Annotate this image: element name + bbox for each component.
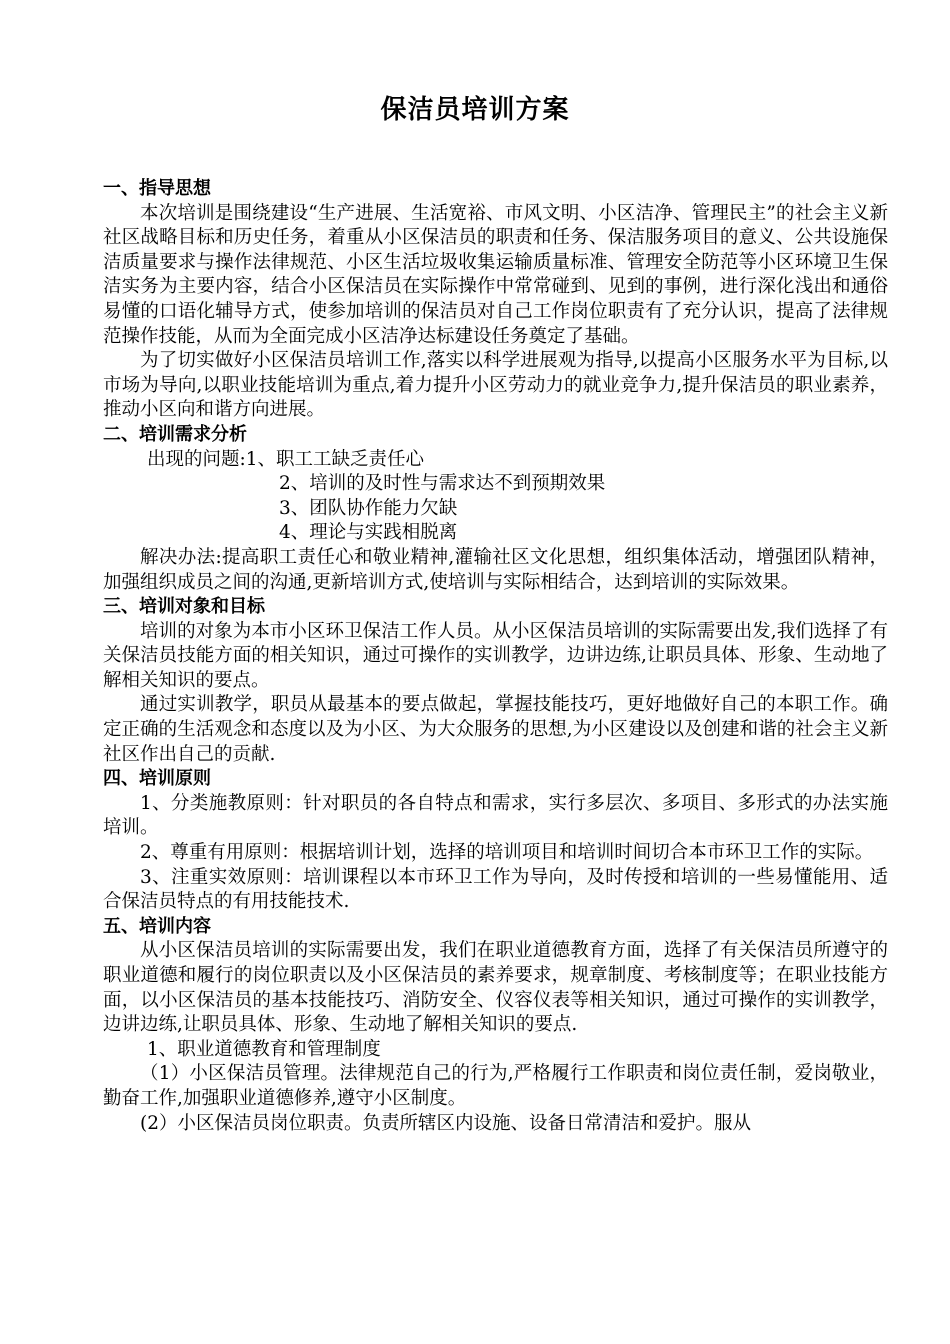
paragraph: 为了切实做好小区保洁员培训工作,落实以科学进展观为指导,以提高小区服务水平为目标,以市场为导向,以职业技能培训为重点,着力提升小区劳动力的就业竞争力,提升保洁员的职业素养，推动小区向和谐方向进展。 — [103, 350, 888, 421]
section-heading: 三、培训对象和目标 — [103, 596, 265, 618]
document-body — [103, 177, 888, 1136]
content-item: (2）小区保洁员岗位职责。负责所辖区内设施、设备日常清洁和爱护。服从 — [140, 1112, 751, 1134]
problems-label: 出现的问题: — [147, 448, 246, 470]
paragraph: 通过实训教学，职员从最基本的要点做起，掌握技能技巧，更好地做好自己的本职工作。确定正确的生活观念和态度以及为小区、为大众服务的思想,为小区建设以及创建和谐的社会主义新社区作出自己的贡献. — [103, 694, 888, 765]
solution-paragraph: 解决办法:提高职工责任心和敬业精神,灌输社区文化思想，组织集体活动，增强团队精神，加强组织成员之间的沟通,更新培训方式,使培训与实际相结合，达到培训的实际效果。 — [103, 546, 888, 593]
principle-item: 1、分类施教原则：针对职员的各自特点和需求，实行多层次、多项目、多形式的办法实施培训。 — [103, 792, 888, 839]
section-heading: 二、培训需求分析 — [103, 423, 247, 445]
section-heading: 一、指导思想 — [103, 178, 211, 199]
section-heading: 四、培训原则 — [103, 768, 211, 790]
document-title: 保洁员培训方案 — [380, 95, 570, 125]
section-heading: 五、培训内容 — [103, 915, 211, 937]
content-item: （1）小区保洁员管理。法律规范自己的行为,严格履行工作职责和岗位责任制，爱岗敬业，勤奋工作,加强职业道德修养,遵守小区制度。 — [103, 1063, 888, 1109]
subsection-heading: 1、职业道德教育和管理制度 — [147, 1038, 381, 1060]
problem-item: 1、职工工缺乏责任心 — [245, 448, 425, 470]
principle-item: 2、尊重有用原则：根据培训计划，选择的培训项目和培训时间切合本市环卫工作的实际。 — [140, 842, 874, 864]
problem-list-first — [103, 448, 888, 473]
problem-item: 4、理论与实践相脱离 — [279, 522, 458, 544]
paragraph: 从小区保洁员培训的实际需要出发，我们在职业道德教育方面，选择了有关保洁员所遵守的职业道德和履行的岗位职责以及小区保洁员的素养要求，规章制度、考核制度等；在职业技能方面，以小区保洁员的基本技能技巧、消防安全、仪容仪表等相关知识，通过可操作的实训教学，边讲边练,让职员具体、形象、生动地了解相关知识的要点. — [103, 940, 888, 1036]
paragraph: 本次培训是围绕建设“生产进展、生活宽裕、市风文明、小区洁净、管理民主”的社会主义新社区战略目标和历史任务，着重从小区保洁员的职责和任务、保洁服务项目的意义、公共设施保洁质量要求与操作法律规范、小区生活垃圾收集运输质量标准、管理安全防范等小区环境卫生保洁实务为主要内容，结合小区保洁员在实际操作中常常碰到、见到的事例，进行深化浅出和通俗易懂的口语化辅导方式，使参加培训的保洁员对自己工作岗位职责有了充分认识，提高了法律规范操作技能，从而为全面完成小区洁净达标建设任务奠定了基础。 — [103, 202, 888, 347]
problem-item: 3、团队协作能力欠缺 — [279, 497, 458, 519]
principle-item: 3、注重实效原则：培训课程以本市环卫工作为导向，及时传授和培训的一些易懂能用、适合保洁员特点的有用技能技术. — [103, 866, 888, 913]
problem-item: 2、培训的及时性与需求达不到预期效果 — [279, 473, 606, 495]
paragraph: 培训的对象为本市小区环卫保洁工作人员。从小区保洁员培训的实际需要出发,我们选择了有关保洁员技能方面的相关知识，通过可操作的实训教学，边讲边练,让职员具体、形象、生动地了解相关知识的要点。 — [103, 620, 888, 691]
